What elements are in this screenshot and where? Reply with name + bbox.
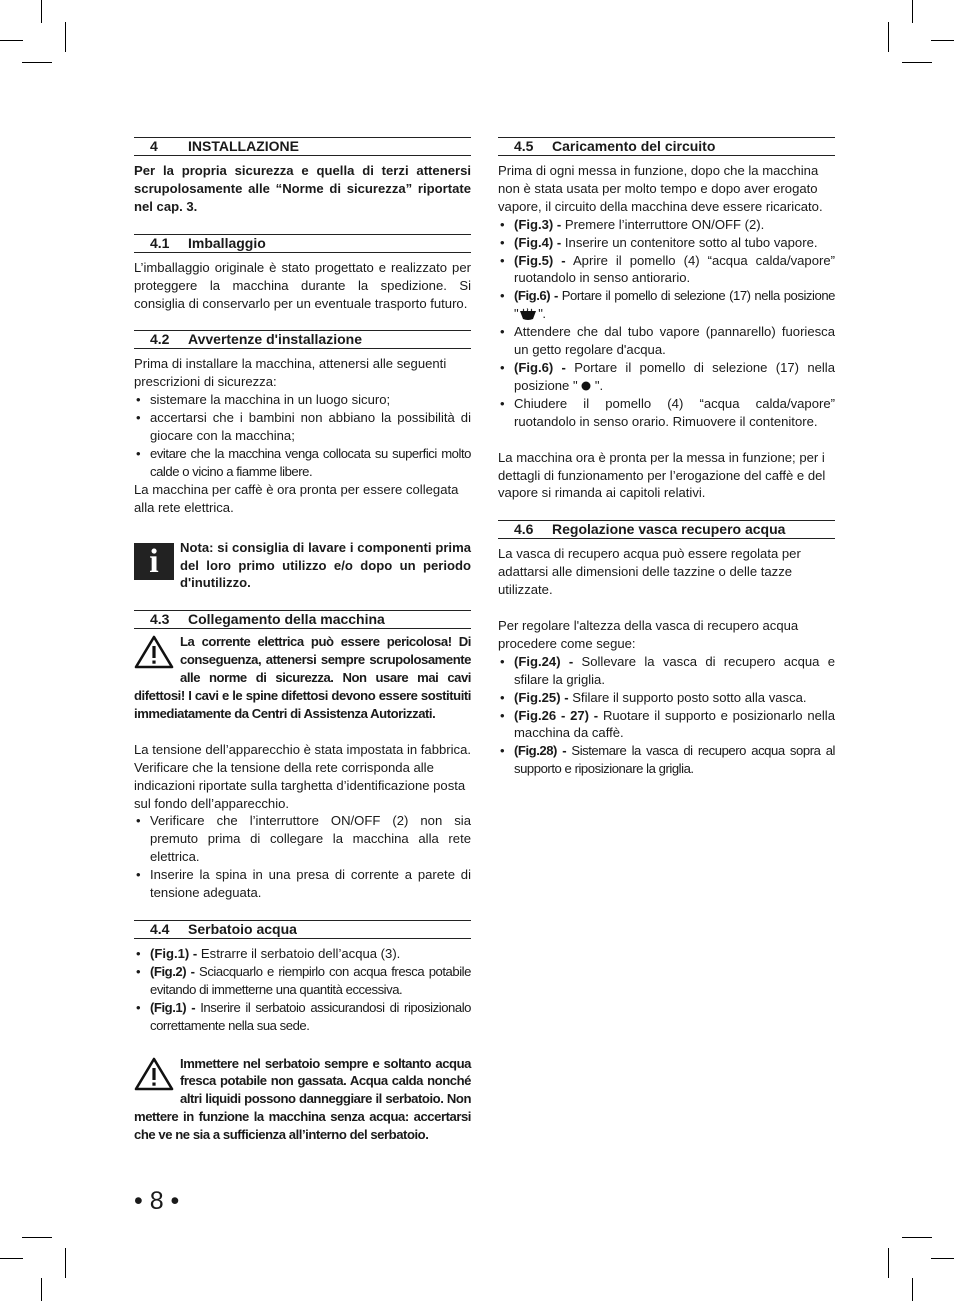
section-heading-4-1: 4.1 Imballaggio	[134, 234, 471, 253]
section-heading-4-4: 4.4 Serbatoio acqua	[134, 920, 471, 939]
drip-tray-text: La vasca di recupero acqua può essere regolata per adattarsi alle dimensioni delle tazzine o delle tazze utilizzate.	[498, 546, 801, 598]
circuit-intro: Prima di ogni messa in funzione, dopo che la macchina non è stata usata per molto tempo e dopo aver erogato vapore, il circuito della macchina deve essere ricaricato.	[498, 163, 823, 214]
list-item: • (Fig.2) - Sciacquarlo e riempirlo con acqua fresca potabile evitando di immetterne una quantità eccessiva.	[134, 963, 471, 999]
warning-icon	[134, 635, 174, 669]
crop-mark	[65, 22, 66, 52]
list-item: • Inserire la spina in una presa di corrente a parete di tensione adeguata.	[134, 866, 471, 902]
list-item: • (Fig.28) - Sistemare la vasca di recupero acqua sopra al supporto e riposizionare la griglia.	[498, 742, 835, 778]
crop-mark	[902, 1237, 932, 1238]
electric-warning-text: La corrente elettrica può essere pericolosa! Di conseguenza, attenersi sempre scrupolosamente alle norme di sicurezza. Non usare mai cavi difettosi! I cavi e le spine difettosi devono essere sostituiti immediatamente da Centri di Assistenza Autorizzati.	[134, 634, 471, 721]
crop-mark	[931, 40, 954, 41]
info-note	[134, 539, 471, 593]
install-warnings-outro: La macchina per caffè è ora pronta per essere collegata alla rete elettrica.	[134, 481, 459, 515]
crop-mark	[0, 1258, 23, 1259]
list-item: • Attendere che dal tubo vapore (pannarello) fuoriesca un getto regolare d'acqua.	[498, 323, 835, 359]
list-item: • (Fig.24) - Sollevare la vasca di recupero acqua e sfilare la griglia.	[498, 653, 835, 689]
list-item: • (Fig.1) - Estrarre il serbatoio dell’acqua (3).	[134, 945, 471, 963]
crop-mark	[931, 1258, 954, 1259]
list-item: • sistemare la macchina in un luogo sicuro;	[134, 391, 471, 409]
warning-icon	[134, 1057, 174, 1091]
electric-warning	[134, 633, 471, 723]
list-item: • (Fig.3) - Premere l’interruttore ON/OFF (2).	[498, 216, 835, 234]
crop-mark	[888, 1248, 889, 1278]
dot-position-icon	[581, 381, 591, 391]
drip-tray-procedure-intro: Per regolare l'altezza della vasca di recupero acqua procedere come segue:	[498, 618, 799, 651]
list-item: • evitare che la macchina venga collocata su superfici molto calde o vicino a fiamme libere.	[134, 445, 471, 481]
list-item: • Chiudere il pomello (4) “acqua calda/vapore” ruotandolo in senso orario. Rimuovere il contenitore.	[498, 395, 835, 431]
info-note-text: Nota: si consiglia di lavare i componenti prima del loro primo utilizzo e/o dopo un periodo d'inutilizzo.	[180, 539, 471, 591]
list-item: • (Fig.6) - Portare il pomello di selezione (17) nella posizione " ".	[498, 359, 835, 395]
crop-mark	[888, 22, 889, 52]
safety-intro: Per la propria sicurezza e quella di terzi attenersi scrupolosamente alle “Norme di sicurezza” riportate nel cap. 3.	[134, 163, 471, 214]
right-column	[498, 137, 835, 778]
circuit-outro: La macchina ora è pronta per la messa in funzione; per i dettagli di funzionamento per l’erogazione del caffè e del vapore si rimanda ai capitoli relativi.	[498, 449, 826, 501]
crop-mark	[22, 62, 52, 63]
list-item: • (Fig.25) - Sfilare il supporto posto sotto alla vasca.	[498, 689, 835, 707]
section-heading-4-5: 4.5 Caricamento del circuito	[498, 137, 835, 156]
crop-mark	[902, 62, 932, 63]
list-item: • Verificare che l’interruttore ON/OFF (2) non sia premuto prima di collegare la macchina alla rete elettrica.	[134, 812, 471, 866]
water-warning	[134, 1055, 471, 1145]
section-heading-4: 4 INSTALLAZIONE	[134, 137, 471, 156]
section-heading-4-6: 4.6 Regolazione vasca recupero acqua	[498, 520, 835, 539]
crop-mark	[912, 1278, 913, 1301]
crop-mark	[912, 0, 913, 23]
crop-mark	[0, 40, 23, 41]
install-warnings-intro: Prima di installare la macchina, attenersi alle seguenti prescrizioni di sicurezza:	[134, 356, 447, 390]
list-item: • accertarsi che i bambini non abbiano la possibilità di giocare con la macchina;	[134, 409, 471, 445]
info-icon: i	[134, 543, 174, 580]
list-item: • (Fig.26 - 27) - Ruotare il supporto e posizionarlo nella macchina da caffè.	[498, 707, 835, 743]
page-number: • 8 •	[134, 1187, 180, 1215]
section-heading-4-2: 4.2 Avvertenze d'installazione	[134, 330, 471, 349]
section-heading-4-3: 4.3 Collegamento della macchina	[134, 610, 471, 629]
install-warnings-list	[134, 391, 471, 481]
voltage-text: La tensione dell’apparecchio è stata impostata in fabbrica. Verificare che la tensione della rete corrisponda alle indicazioni riportate sulla targhetta d’identificazione posta sul fondo dell’apparecchio.	[134, 741, 472, 811]
circuit-steps	[498, 216, 835, 431]
list-item: • (Fig.1) - Inserire il serbatoio assicurandosi di riposizionalo correttamente nella sua sede.	[134, 999, 471, 1035]
list-item: • (Fig.5) - Aprire il pomello (4) “acqua calda/vapore” ruotandolo in senso antiorario.	[498, 252, 835, 288]
list-item: • (Fig.6) - Portare il pomello di selezione (17) nella posizione " ".	[498, 287, 835, 323]
water-warning-text: Immettere nel serbatoio sempre e soltanto acqua fresca potabile non gassata. Acqua calda nonché altri liquidi possono danneggiare il serbatoio. Non mettere in funzione la macchina senza acqua: accertarsi che ve ne sia a sufficienza all’interno del serbatoio.	[134, 1055, 471, 1143]
drip-tray-steps	[498, 653, 835, 778]
crop-mark	[65, 1248, 66, 1278]
crop-mark	[22, 1237, 52, 1238]
tank-steps	[134, 945, 471, 1035]
left-column	[134, 137, 471, 1144]
list-item: • (Fig.4) - Inserire un contenitore sotto al tubo vapore.	[498, 234, 835, 252]
crop-mark	[41, 1278, 42, 1301]
packaging-text: L’imballaggio originale è stato progettato e realizzato per proteggere la macchina durante la spedizione. Si consiglia di conservarlo per un eventuale trasporto futuro.	[134, 259, 471, 311]
crop-mark	[41, 0, 42, 23]
connection-steps	[134, 812, 471, 902]
steam-cup-icon	[518, 308, 538, 322]
